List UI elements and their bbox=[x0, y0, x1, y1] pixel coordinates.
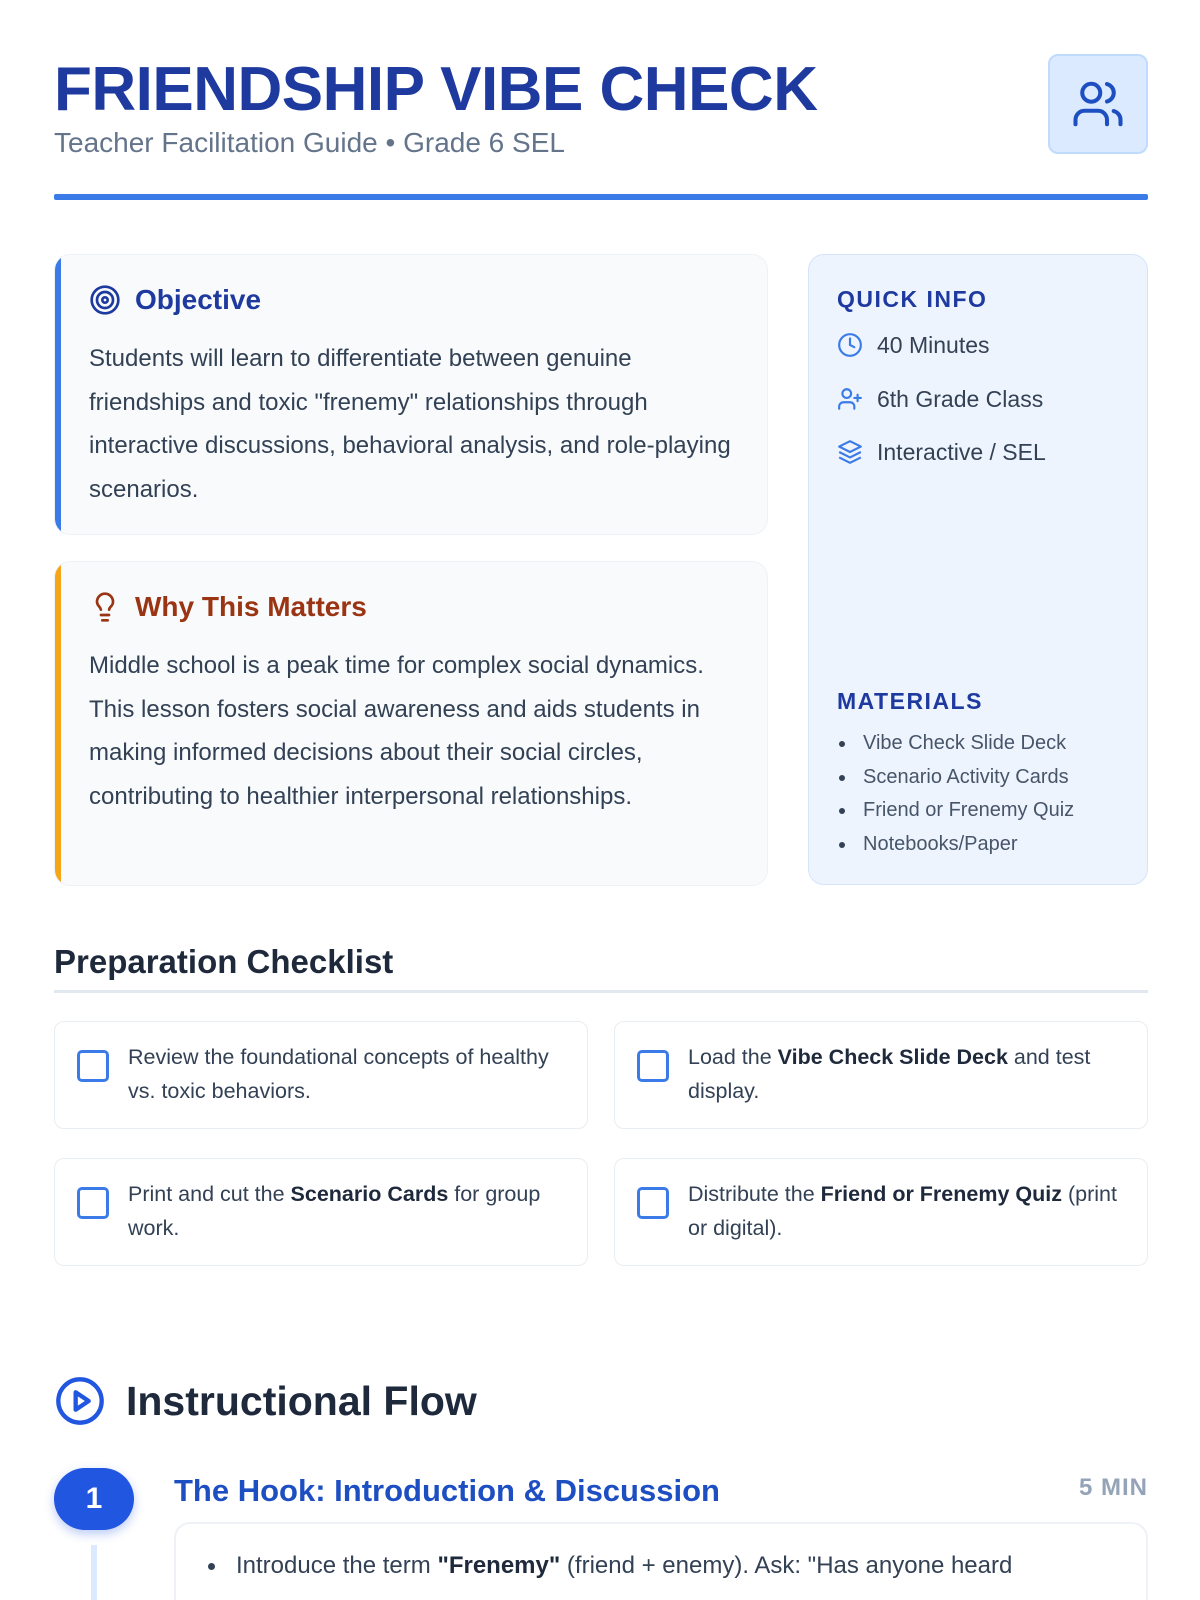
checklist-title: Preparation Checklist bbox=[54, 943, 394, 980]
checklist-item-distribute-quiz[interactable] bbox=[614, 1158, 1148, 1266]
page-title: FRIENDSHIP VIBE CHECK bbox=[54, 55, 818, 124]
lightbulb-icon bbox=[89, 591, 121, 623]
info-class-text: 6th Grade Class bbox=[877, 385, 1044, 412]
lesson-guide-page bbox=[54, 0, 1148, 1600]
page-header bbox=[54, 54, 1148, 201]
quick-info-panel bbox=[808, 254, 1148, 885]
objective-text: Students will learn to differentiate between genuine friendships and toxic "frenemy" relationships through interactive discussions, behavioral analysis, and role-playing scenarios. bbox=[89, 345, 731, 503]
checkbox[interactable] bbox=[77, 1050, 109, 1082]
materials-heading: MATERIALS bbox=[837, 688, 983, 714]
users-icon bbox=[1071, 77, 1125, 131]
step-number-badge: 1 bbox=[54, 1468, 134, 1530]
material-item: Scenario Activity Cards bbox=[837, 761, 1137, 795]
step-timeline-line bbox=[91, 1545, 97, 1600]
step-duration: 5 MIN bbox=[1078, 1474, 1148, 1501]
checklist-item-review[interactable] bbox=[54, 1021, 588, 1129]
why-this-matters-card bbox=[54, 561, 768, 886]
checklist-item-text: Print and cut the Scenario Cards for group work. bbox=[128, 1182, 541, 1240]
quick-info-heading: QUICK INFO bbox=[837, 286, 988, 312]
checklist-item-load-deck[interactable] bbox=[614, 1021, 1148, 1129]
material-item: Vibe Check Slide Deck bbox=[837, 727, 1137, 761]
checkbox[interactable] bbox=[637, 1050, 669, 1082]
info-duration-text: 40 Minutes bbox=[877, 331, 990, 358]
info-item-class bbox=[837, 384, 1043, 414]
step-bullet-list bbox=[206, 1548, 1012, 1584]
target-icon bbox=[89, 284, 121, 316]
play-circle-icon bbox=[54, 1375, 106, 1427]
checklist-divider bbox=[54, 990, 1148, 993]
step-title: The Hook: Introduction & Discussion bbox=[174, 1473, 720, 1508]
step-bullet: Introduce the term "Frenemy" (friend + enemy). Ask: "Has anyone heard bbox=[206, 1548, 1012, 1584]
checklist-item-text: Distribute the Friend or Frenemy Quiz (print or digital). bbox=[688, 1182, 1117, 1240]
checklist-item-text: Review the foundational concepts of healthy vs. toxic behaviors. bbox=[128, 1045, 549, 1103]
clock-icon bbox=[837, 332, 863, 358]
checklist-item-text: Load the Vibe Check Slide Deck and test display. bbox=[688, 1045, 1091, 1103]
instructional-flow-heading bbox=[54, 1375, 477, 1427]
info-item-duration bbox=[837, 330, 990, 360]
why-heading bbox=[89, 590, 367, 624]
objective-accent-bar bbox=[55, 255, 61, 534]
user-plus-icon bbox=[837, 386, 863, 412]
material-item: Friend or Frenemy Quiz bbox=[837, 794, 1137, 828]
layers-icon bbox=[837, 439, 863, 465]
materials-list bbox=[837, 727, 1137, 861]
objective-title: Objective bbox=[135, 284, 262, 315]
why-title: Why This Matters bbox=[135, 591, 367, 622]
info-format-text: Interactive / SEL bbox=[877, 438, 1046, 465]
step-details-card bbox=[174, 1522, 1148, 1600]
checklist-item-print-cards[interactable] bbox=[54, 1158, 588, 1266]
objective-heading bbox=[89, 283, 261, 317]
checkbox[interactable] bbox=[637, 1187, 669, 1219]
info-item-format bbox=[837, 437, 1046, 467]
why-text: Middle school is a peak time for complex social dynamics. This lesson fosters social awareness and aids students in making informed decisions about their social circles, contributing to healthier interpersonal relationships. bbox=[89, 652, 704, 810]
why-accent-bar bbox=[55, 562, 61, 885]
header-divider bbox=[54, 194, 1148, 200]
checkbox[interactable] bbox=[77, 1187, 109, 1219]
objective-card bbox=[54, 254, 768, 535]
page-subtitle: Teacher Facilitation Guide • Grade 6 SEL bbox=[54, 127, 565, 158]
instructional-flow-title: Instructional Flow bbox=[126, 1377, 477, 1424]
users-icon-badge bbox=[1048, 54, 1148, 154]
material-item: Notebooks/Paper bbox=[837, 828, 1137, 862]
